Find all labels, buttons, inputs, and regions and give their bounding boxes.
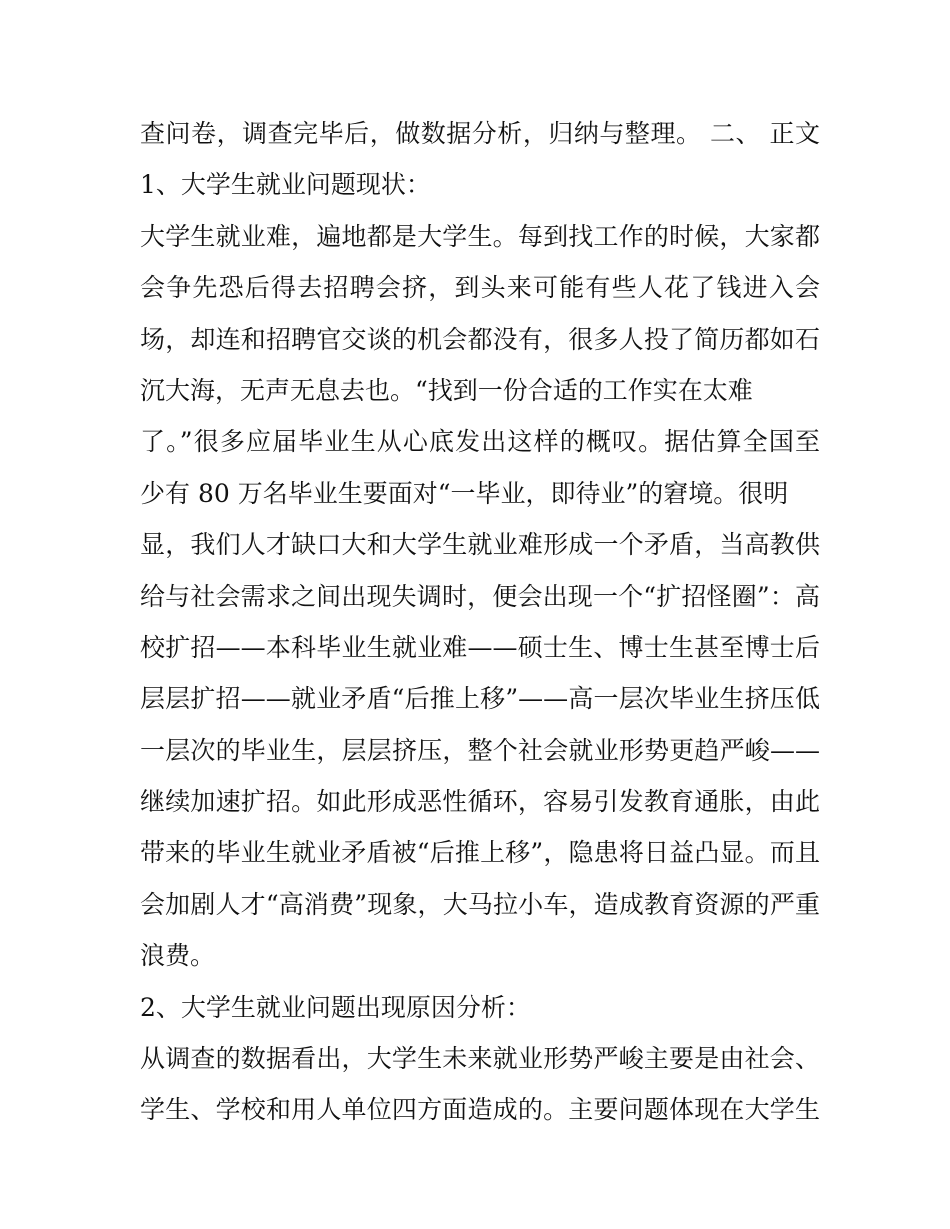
text-line-5: 场，却连和招聘官交谈的机会都没有，很多人投了简历都如石 [140,324,820,354]
text-line-8: 少有 80 万名毕业生要面对“一毕业，即待业”的窘境。很明 [140,478,789,508]
text-line-1: 查问卷，调查完毕后，做数据分析，归纳与整理。 二、 正文 [140,119,820,148]
text-line-19: 从调查的数据看出，大学生未来就业形势严峻主要是由社会、 [140,1044,820,1074]
text-line-4: 会争先恐后得去招聘会挤，到头来可能有些人花了钱进入会 [140,273,820,303]
text-line-6: 沉大海，无声无息去也。“找到一份合适的工作实在太难 [140,375,753,405]
text-line-7: 了。”很多应届毕业生从心底发出这样的概叹。据估算全国至 [140,427,820,457]
text-line-10: 给与社会需求之间出现失调时，便会出现一个“扩招怪圈”：高 [140,581,820,611]
text-line-16: 会加剧人才“高消费”现象，大马拉小车，造成教育资源的严重 [140,889,820,919]
text-line-14: 继续加速扩招。如此形成恶性循环，容易引发教育通胀，由此 [140,787,820,817]
section-heading-1: 1、大学生就业问题现状： [140,170,431,200]
text-line-13: 一层次的毕业生，层层挤压，整个社会就业形势更趋严峻—— [140,735,820,765]
text-line-9: 显，我们人才缺口大和大学生就业难形成一个矛盾，当高教供 [140,530,820,560]
text-line-17: 浪费。 [140,941,216,971]
text-line-15: 带来的毕业生就业矛盾被“后推上移”，隐患将日益凸显。而且 [140,838,820,868]
text-line-12: 层层扩招——就业矛盾“后推上移”——高一层次毕业生挤压低 [140,684,820,714]
text-line-3: 大学生就业难，遍地都是大学生。每到找工作的时候，大家都 [140,221,820,251]
text-line-20: 学生、学校和用人单位四方面造成的。主要问题体现在大学生 [140,1095,820,1125]
text-line-11: 校扩招——本科毕业生就业难——硕士生、博士生甚至博士后 [140,632,820,662]
body-text [140,108,820,1136]
section-heading-2: 2、大学生就业问题出现原因分析： [140,992,531,1022]
